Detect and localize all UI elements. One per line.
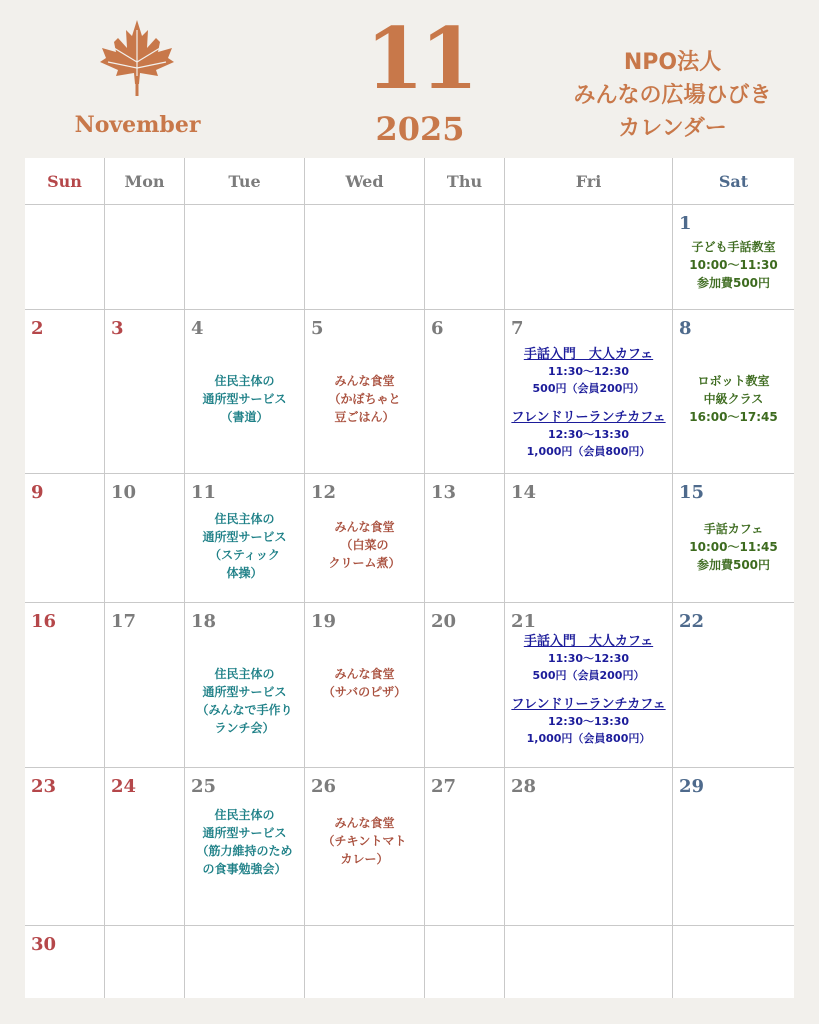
- weekday-thu: Thu: [425, 158, 505, 205]
- organization-title: [545, 46, 800, 145]
- day-cell-9[interactable]: [25, 474, 105, 603]
- day-number: 13: [431, 482, 457, 503]
- day-number: 18: [191, 611, 217, 632]
- calendar-header: [0, 0, 819, 158]
- day-number: 12: [311, 482, 337, 503]
- day-cell-empty: [105, 926, 185, 998]
- day-cell-10[interactable]: [105, 474, 185, 603]
- event-link-sign-intro[interactable]: 手話入門 大人カフェ: [523, 347, 654, 362]
- day-cell-29[interactable]: [673, 768, 794, 926]
- month-number: 11: [365, 9, 475, 108]
- org-line: カレンダー: [618, 116, 727, 141]
- day-number: 8: [679, 318, 692, 339]
- event-minna-shokudo: みんな食堂 （白菜の クリーム煮）: [328, 520, 401, 570]
- day-cell-empty: [305, 205, 425, 310]
- event-day-service: 住民主体の 通所型サービス （書道）: [202, 374, 287, 424]
- day-cell-5[interactable]: [305, 310, 425, 474]
- day-cell-1[interactable]: [673, 205, 794, 310]
- day-number: 29: [679, 776, 705, 797]
- event-link-sign-intro[interactable]: 手話入門 大人カフェ: [523, 634, 654, 649]
- day-number: 26: [311, 776, 337, 797]
- weekday-mon: Mon: [105, 158, 185, 205]
- day-cell-empty: [185, 926, 305, 998]
- day-number: 30: [31, 934, 57, 955]
- event-robot-class: ロボット教室 中級クラス 16:00〜17:45: [689, 374, 778, 424]
- day-number: 25: [191, 776, 217, 797]
- weekday-fri: Fri: [505, 158, 673, 205]
- day-cell-16[interactable]: [25, 603, 105, 768]
- event-kids-sign-class: 子ども手話教室 10:00〜11:30 参加費500円: [689, 240, 778, 290]
- day-number: 15: [679, 482, 705, 503]
- day-number: 4: [191, 318, 204, 339]
- maple-leaf-icon: [98, 18, 176, 98]
- day-cell-6[interactable]: [425, 310, 505, 474]
- event-minna-shokudo: みんな食堂 （チキントマト カレー）: [322, 816, 407, 866]
- event-link-friendly-lunch[interactable]: フレンドリーランチカフェ: [511, 697, 666, 712]
- day-number: 28: [511, 776, 537, 797]
- day-number: 14: [511, 482, 537, 503]
- day-cell-12[interactable]: [305, 474, 425, 603]
- day-number: 22: [679, 611, 705, 632]
- day-cell-20[interactable]: [425, 603, 505, 768]
- event-day-service: 住民主体の 通所型サービス （みんなで手作り ランチ会）: [196, 667, 293, 735]
- day-number: 23: [31, 776, 57, 797]
- day-cell-17[interactable]: [105, 603, 185, 768]
- weekday-tue: Tue: [185, 158, 305, 205]
- day-cell-30[interactable]: [25, 926, 105, 998]
- day-cell-7[interactable]: [505, 310, 673, 474]
- day-cell-28[interactable]: [505, 768, 673, 926]
- day-cell-empty: [425, 205, 505, 310]
- day-cell-26[interactable]: [305, 768, 425, 926]
- event-sign-cafe: 手話カフェ 10:00〜11:45 参加費500円: [689, 522, 778, 572]
- day-cell-empty: [25, 205, 105, 310]
- day-cell-11[interactable]: [185, 474, 305, 603]
- day-cell-18[interactable]: [185, 603, 305, 768]
- day-cell-25[interactable]: [185, 768, 305, 926]
- day-cell-21[interactable]: [505, 603, 673, 768]
- weekday-sun: Sun: [25, 158, 105, 205]
- event-sign-cafe-lunch: 手話入門 大人カフェ 11:30〜12:30 500円（会員200円） フレンドリーランチカフェ 12:30〜13:30 1,000円（会員800円）: [505, 346, 672, 460]
- day-number: 24: [111, 776, 137, 797]
- day-cell-23[interactable]: [25, 768, 105, 926]
- day-cell-empty: [505, 926, 673, 998]
- day-cell-2[interactable]: [25, 310, 105, 474]
- event-minna-shokudo: みんな食堂 （かぼちゃと 豆ごはん）: [328, 374, 401, 424]
- event-day-service: 住民主体の 通所型サービス （スティック 体操）: [202, 512, 287, 580]
- day-number: 5: [311, 318, 324, 339]
- event-link-friendly-lunch[interactable]: フレンドリーランチカフェ: [511, 410, 666, 425]
- day-number: 21: [511, 611, 537, 632]
- day-number: 16: [31, 611, 57, 632]
- day-cell-empty: [505, 205, 673, 310]
- day-number: 17: [111, 611, 137, 632]
- day-cell-empty: [305, 926, 425, 998]
- day-cell-4[interactable]: [185, 310, 305, 474]
- org-line: NPO法人: [623, 50, 722, 75]
- day-number: 1: [679, 213, 692, 234]
- day-cell-8[interactable]: [673, 310, 794, 474]
- day-number: 10: [111, 482, 137, 503]
- day-cell-15[interactable]: [673, 474, 794, 603]
- day-number: 19: [311, 611, 337, 632]
- day-number: 6: [431, 318, 444, 339]
- calendar: [25, 158, 794, 998]
- day-number: 11: [191, 482, 217, 503]
- day-number: 7: [511, 318, 524, 339]
- day-cell-empty: [425, 926, 505, 998]
- month-name: November: [74, 112, 201, 138]
- day-number: 3: [111, 318, 124, 339]
- day-number: 27: [431, 776, 457, 797]
- weekday-sat: Sat: [673, 158, 794, 205]
- day-cell-empty: [105, 205, 185, 310]
- day-cell-27[interactable]: [425, 768, 505, 926]
- day-cell-14[interactable]: [505, 474, 673, 603]
- day-cell-empty: [185, 205, 305, 310]
- day-cell-24[interactable]: [105, 768, 185, 926]
- day-cell-empty: [673, 926, 794, 998]
- org-line: みんなの広場ひびき: [573, 83, 772, 108]
- day-number: 2: [31, 318, 44, 339]
- day-cell-19[interactable]: [305, 603, 425, 768]
- event-day-service: 住民主体の 通所型サービス （筋力維持のため の食事勉強会）: [196, 808, 293, 876]
- calendar-grid: [25, 158, 794, 998]
- day-cell-3[interactable]: [105, 310, 185, 474]
- day-number: 20: [431, 611, 457, 632]
- event-sign-cafe-lunch: 手話入門 大人カフェ 11:30〜12:30 500円（会員200円） フレンドリーランチカフェ 12:30〜13:30 1,000円（会員800円）: [505, 633, 672, 747]
- day-number: 9: [31, 482, 44, 503]
- year: 2025: [375, 110, 465, 148]
- day-cell-13[interactable]: [425, 474, 505, 603]
- event-minna-shokudo: みんな食堂 （サバのピザ）: [322, 667, 407, 699]
- day-cell-22[interactable]: [673, 603, 794, 768]
- weekday-wed: Wed: [305, 158, 425, 205]
